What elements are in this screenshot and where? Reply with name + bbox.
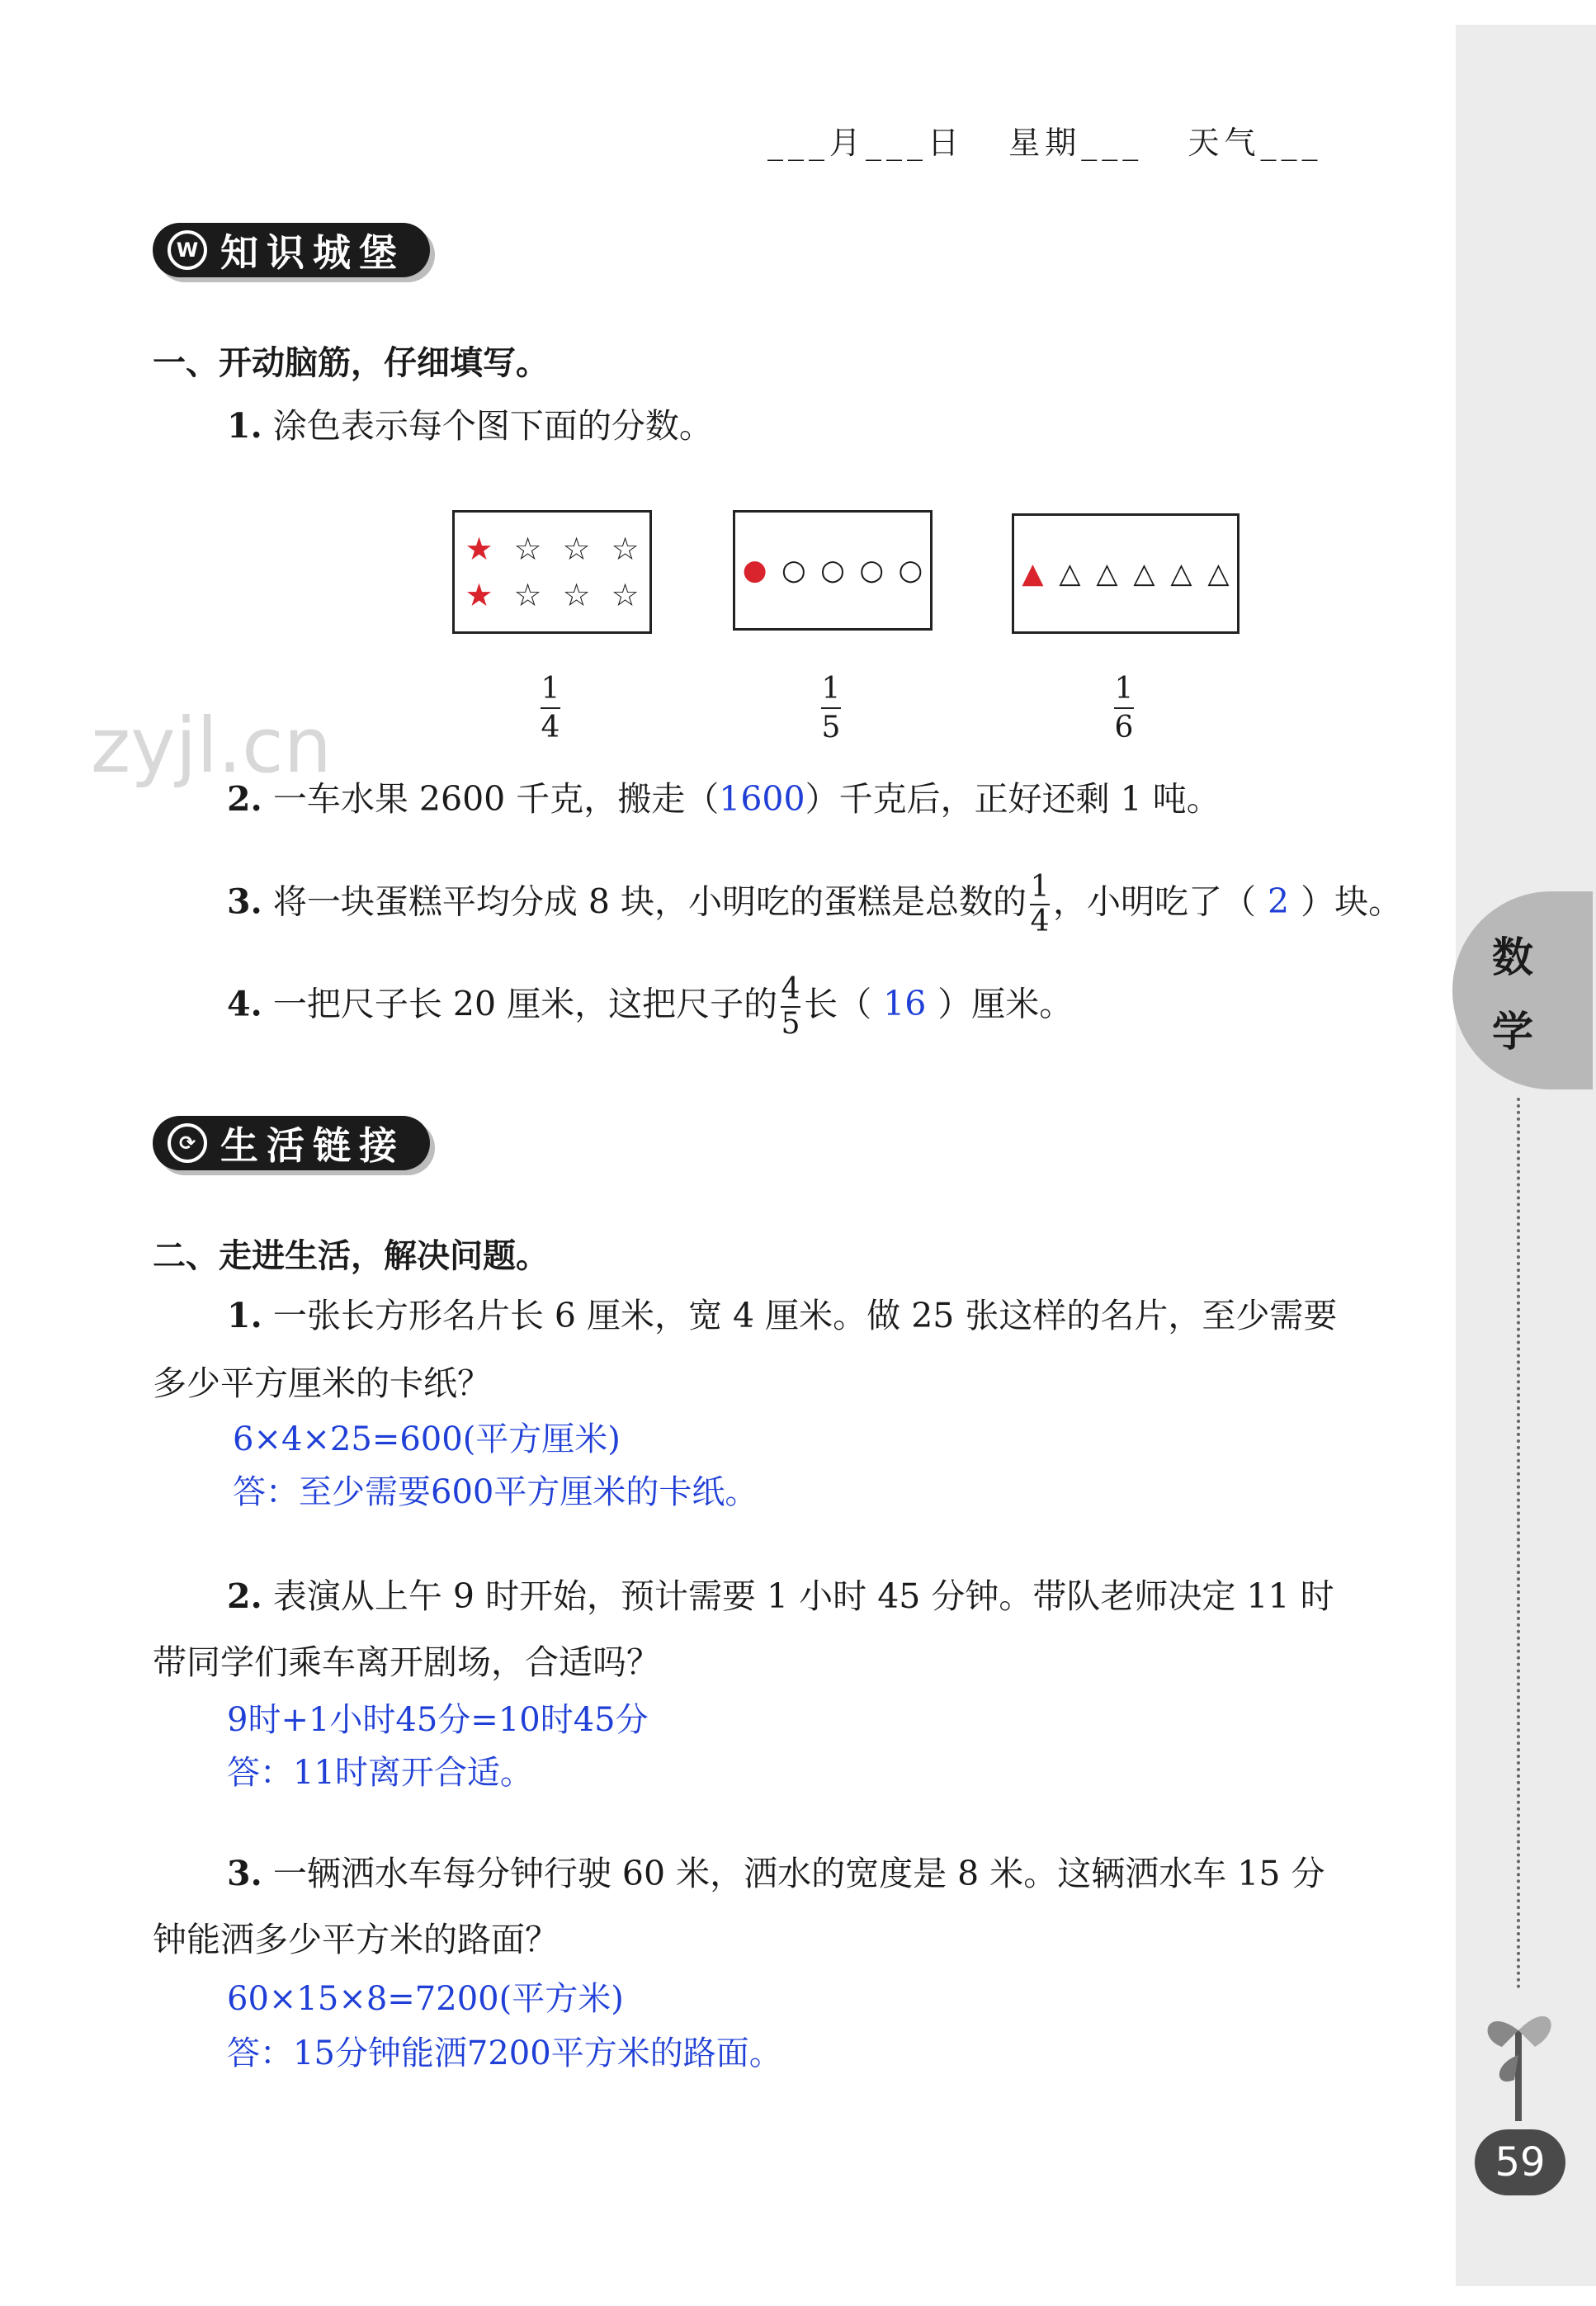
banner-title: 知识城堡 — [220, 230, 405, 275]
stars-box — [452, 510, 652, 634]
triangle-icon[interactable]: △ — [1133, 557, 1155, 590]
answer-calc: 60×15×8=7200(平方米) — [227, 1980, 624, 2018]
fraction-numerator: 1 — [541, 672, 560, 706]
question-number: 1. — [227, 1296, 262, 1335]
inline-fraction — [781, 974, 800, 1040]
fraction-denominator: 5 — [821, 711, 841, 745]
question-3 — [227, 872, 1402, 938]
answer-calc: 6×4×25=600(平方厘米) — [233, 1420, 621, 1458]
castle-icon: W — [168, 230, 207, 270]
star-icon[interactable]: ☆ — [611, 531, 640, 567]
fraction-bar — [821, 707, 841, 709]
triangles-box — [1012, 513, 1239, 634]
question-text: ）千克后，正好还剩 1 吨。 — [805, 779, 1221, 819]
question-text: ）厘米。 — [937, 984, 1074, 1024]
star-icon[interactable]: ☆ — [562, 531, 591, 567]
fraction-denominator: 4 — [1030, 904, 1050, 938]
triangle-icon[interactable]: △ — [1170, 557, 1192, 590]
question-text: 表演从上午 9 时开始，预计需要 1 小时 45 分钟。带队老师决定 11 时 — [272, 1576, 1334, 1616]
question-number: 1. — [227, 406, 262, 446]
question-number: 3. — [227, 881, 262, 922]
problem-2-line1 — [227, 1576, 1334, 1617]
star-icon[interactable]: ☆ — [562, 577, 591, 613]
problem-1-line2: 多少平方厘米的卡纸？ — [153, 1363, 491, 1403]
question-number: 3. — [227, 1854, 262, 1893]
circle-icon[interactable]: ○ — [859, 554, 884, 587]
question-text: 涂色表示每个图下面的分数。 — [272, 406, 713, 446]
subject-char-2: 学 — [1492, 1008, 1533, 1056]
fraction-numerator: 1 — [1114, 672, 1134, 706]
question-text: ）块。 — [1301, 881, 1403, 922]
banner-life-link — [153, 1116, 430, 1170]
fraction-denominator: 4 — [541, 711, 560, 745]
link-icon: ⟳ — [168, 1123, 207, 1163]
fraction-label — [821, 672, 841, 745]
circle-icon[interactable]: ○ — [781, 554, 806, 587]
triangle-icon[interactable]: △ — [1059, 557, 1081, 590]
circles-box — [733, 510, 933, 631]
triangle-icon[interactable]: △ — [1207, 557, 1230, 590]
question-number: 2. — [227, 779, 262, 819]
question-number: 4. — [227, 984, 262, 1024]
star-icon[interactable]: ★ — [465, 577, 493, 613]
subject-char-1: 数 — [1492, 933, 1533, 981]
fraction-label — [541, 672, 560, 745]
circle-icon[interactable]: ○ — [898, 554, 923, 587]
question-4 — [227, 974, 1073, 1040]
fraction-bar — [1114, 707, 1134, 709]
answer-statement: 答：至少需要600平方厘米的卡纸。 — [233, 1473, 758, 1511]
problem-3-line2: 钟能洒多少平方米的路面？ — [153, 1920, 559, 1959]
date-line: ___月___日 星期___ 天气___ — [767, 125, 1323, 161]
answer-calc: 9时+1小时45分=10时45分 — [227, 1701, 649, 1739]
circle-icon[interactable]: ● — [742, 554, 767, 587]
problem-2-line2: 带同学们乘车离开剧场，合适吗？ — [153, 1642, 660, 1682]
answer-blank[interactable]: 2 — [1268, 881, 1290, 922]
question-text: ，小明吃了（ — [1053, 881, 1257, 922]
page-number: 59 — [1475, 2129, 1565, 2195]
question-1 — [227, 406, 713, 447]
fraction-label — [1114, 672, 1134, 745]
answer-blank[interactable]: 1600 — [719, 779, 805, 819]
watermark: zyjl.cn — [91, 702, 332, 790]
circle-icon[interactable]: ○ — [820, 554, 845, 587]
fraction-denominator: 5 — [781, 1006, 800, 1041]
banner-title: 生活链接 — [220, 1123, 405, 1168]
section-title: 二、走进生活，解决问题。 — [153, 1237, 549, 1275]
answer-blank[interactable]: 16 — [883, 984, 927, 1024]
answer-statement: 答：15分钟能洒7200平方米的路面。 — [227, 2034, 782, 2072]
question-text: 一辆洒水车每分钟行驶 60 米，洒水的宽度是 8 米。这辆洒水车 15 分 — [272, 1854, 1325, 1893]
question-text: 一把尺子长 20 厘米，这把尺子的 — [272, 984, 778, 1024]
side-strip — [1456, 25, 1596, 2286]
fraction-numerator: 1 — [821, 672, 841, 706]
question-2 — [227, 779, 1221, 820]
problem-1-line1 — [227, 1296, 1337, 1336]
star-icon[interactable]: ☆ — [513, 531, 542, 567]
question-text: 一张长方形名片长 6 厘米，宽 4 厘米。做 25 张这样的名片，至少需要 — [272, 1296, 1338, 1335]
fraction-denominator: 6 — [1114, 711, 1134, 745]
triangle-icon[interactable]: ▲ — [1022, 557, 1044, 590]
question-text: 长（ — [804, 984, 872, 1024]
fraction-numerator: 4 — [781, 972, 800, 1006]
answer-statement: 答：11时离开合适。 — [227, 1754, 533, 1792]
problem-3-line1 — [227, 1854, 1324, 1894]
fraction-bar — [541, 707, 560, 709]
triangle-icon[interactable]: △ — [1096, 557, 1118, 590]
question-text: 将一块蛋糕平均分成 8 块，小明吃的蛋糕是总数的 — [272, 881, 1027, 922]
inline-fraction — [1030, 872, 1050, 938]
question-number: 2. — [227, 1576, 262, 1616]
plant-icon — [1469, 1981, 1568, 2121]
star-icon[interactable]: ☆ — [611, 577, 640, 613]
section-title: 一、开动脑筋，仔细填写。 — [153, 344, 549, 382]
dotted-guide — [1517, 1098, 1520, 1989]
question-text: 一车水果 2600 千克，搬走（ — [272, 779, 720, 819]
star-icon[interactable]: ★ — [465, 531, 493, 567]
star-icon[interactable]: ☆ — [513, 577, 542, 613]
banner-knowledge-castle — [153, 223, 430, 277]
fraction-numerator: 1 — [1030, 870, 1050, 904]
